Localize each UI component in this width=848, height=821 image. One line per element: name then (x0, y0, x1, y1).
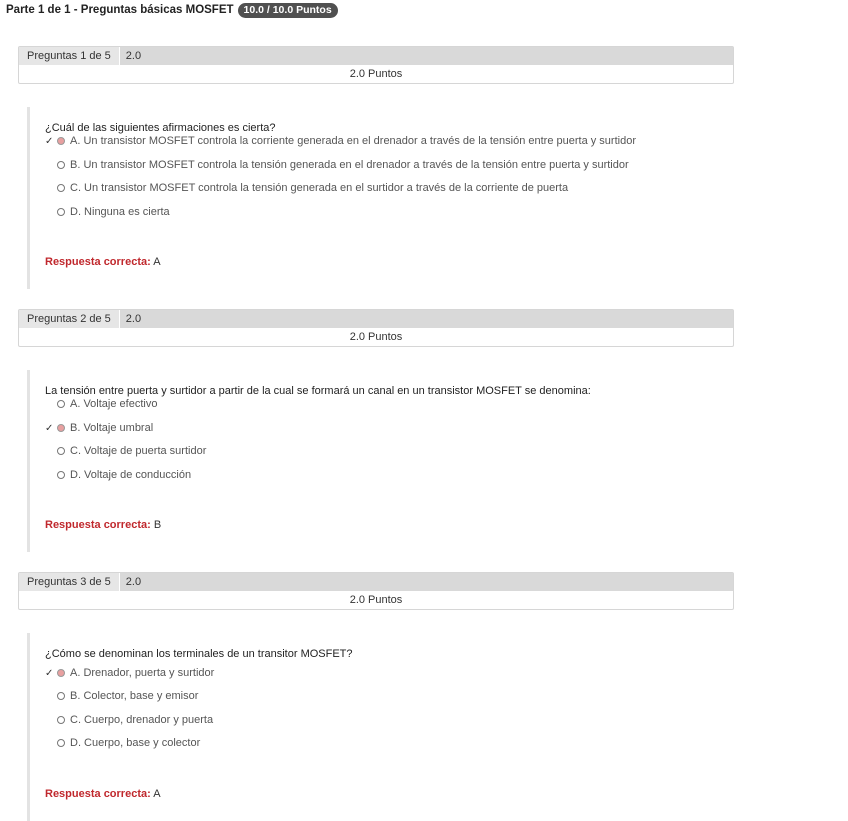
radio-button[interactable] (57, 400, 65, 408)
correct-answer-value: A (153, 256, 161, 268)
check-icon: ✓ (45, 422, 54, 434)
option-label: B. Colector, base y emisor (70, 690, 199, 702)
option-label: A. Un transistor MOSFET controla la corriente generada en el drenador a través de la tensión entre puerta y surtidor (70, 135, 636, 147)
option-label: B. Un transistor MOSFET controla la tensión generada en el drenador a través de la tensión entre puerta y surtidor (70, 159, 629, 171)
radio-button[interactable] (57, 716, 65, 724)
answer-option[interactable] (45, 182, 568, 194)
question-value: 2.0 (125, 50, 142, 62)
option-label: D. Ninguna es cierta (70, 206, 170, 218)
radio-button[interactable] (57, 447, 65, 455)
correct-answer-value: A (153, 788, 161, 800)
correct-answer (45, 788, 161, 800)
option-label: C. Cuerpo, drenador y puerta (70, 714, 214, 726)
answer-option[interactable] (45, 135, 636, 147)
part-title-text: Parte 1 de 1 - Preguntas básicas MOSFET (6, 4, 234, 16)
correct-answer (45, 519, 161, 531)
correct-answer-value: B (153, 519, 162, 531)
radio-button[interactable] (57, 208, 65, 216)
question-body (27, 107, 730, 289)
question-points: 2.0 Puntos (349, 331, 403, 343)
question-header (18, 572, 734, 610)
answer-option[interactable] (45, 714, 213, 726)
part-title (6, 2, 338, 18)
option-label: C. Un transistor MOSFET controla la tensión generada en el surtidor a través de la corriente de puerta (70, 182, 569, 194)
radio-button[interactable] (57, 137, 65, 145)
question-number: Preguntas 3 de 5 (19, 573, 120, 591)
correct-answer (45, 256, 161, 268)
radio-button[interactable] (57, 669, 65, 677)
radio-button[interactable] (57, 471, 65, 479)
answer-option[interactable] (45, 206, 170, 218)
radio-button[interactable] (57, 692, 65, 700)
answer-option[interactable] (45, 398, 157, 410)
question-header (18, 46, 734, 84)
option-label: C. Voltaje de puerta surtidor (70, 445, 207, 457)
score-badge: 10.0 / 10.0 Puntos (238, 3, 338, 18)
option-label: D. Cuerpo, base y colector (70, 737, 201, 749)
correct-answer-label: Respuesta correcta: (45, 788, 151, 800)
option-label: D. Voltaje de conducción (70, 469, 192, 481)
question-text: La tensión entre puerta y surtidor a partir de la cual se formará un canal en un transistor MOSFET se denomina: (45, 385, 591, 397)
answer-option[interactable] (45, 690, 198, 702)
answer-option[interactable] (45, 667, 214, 679)
option-label: B. Voltaje umbral (70, 422, 154, 434)
radio-button[interactable] (57, 739, 65, 747)
answer-option[interactable] (45, 159, 629, 171)
question-body (27, 370, 730, 552)
question-text: ¿Cuál de las siguientes afirmaciones es cierta? (45, 122, 276, 134)
correct-answer-label: Respuesta correcta: (45, 256, 151, 268)
question-header (18, 309, 734, 347)
option-label: A. Voltaje efectivo (70, 398, 158, 410)
answer-option[interactable] (45, 422, 153, 434)
answer-option[interactable] (45, 445, 206, 457)
correct-answer-label: Respuesta correcta: (45, 519, 151, 531)
radio-button[interactable] (57, 184, 65, 192)
question-points: 2.0 Puntos (349, 68, 403, 80)
radio-button[interactable] (57, 161, 65, 169)
answer-option[interactable] (45, 737, 200, 749)
question-value: 2.0 (125, 313, 142, 325)
question-value: 2.0 (125, 576, 142, 588)
check-icon: ✓ (45, 135, 54, 147)
answer-option[interactable] (45, 469, 191, 481)
option-label: A. Drenador, puerta y surtidor (70, 667, 215, 679)
question-text: ¿Cómo se denominan los terminales de un transitor MOSFET? (45, 648, 353, 660)
question-points: 2.0 Puntos (349, 594, 403, 606)
question-body (27, 633, 730, 821)
question-number: Preguntas 2 de 5 (19, 310, 120, 328)
question-number: Preguntas 1 de 5 (19, 47, 120, 65)
check-icon: ✓ (45, 667, 54, 679)
radio-button[interactable] (57, 424, 65, 432)
